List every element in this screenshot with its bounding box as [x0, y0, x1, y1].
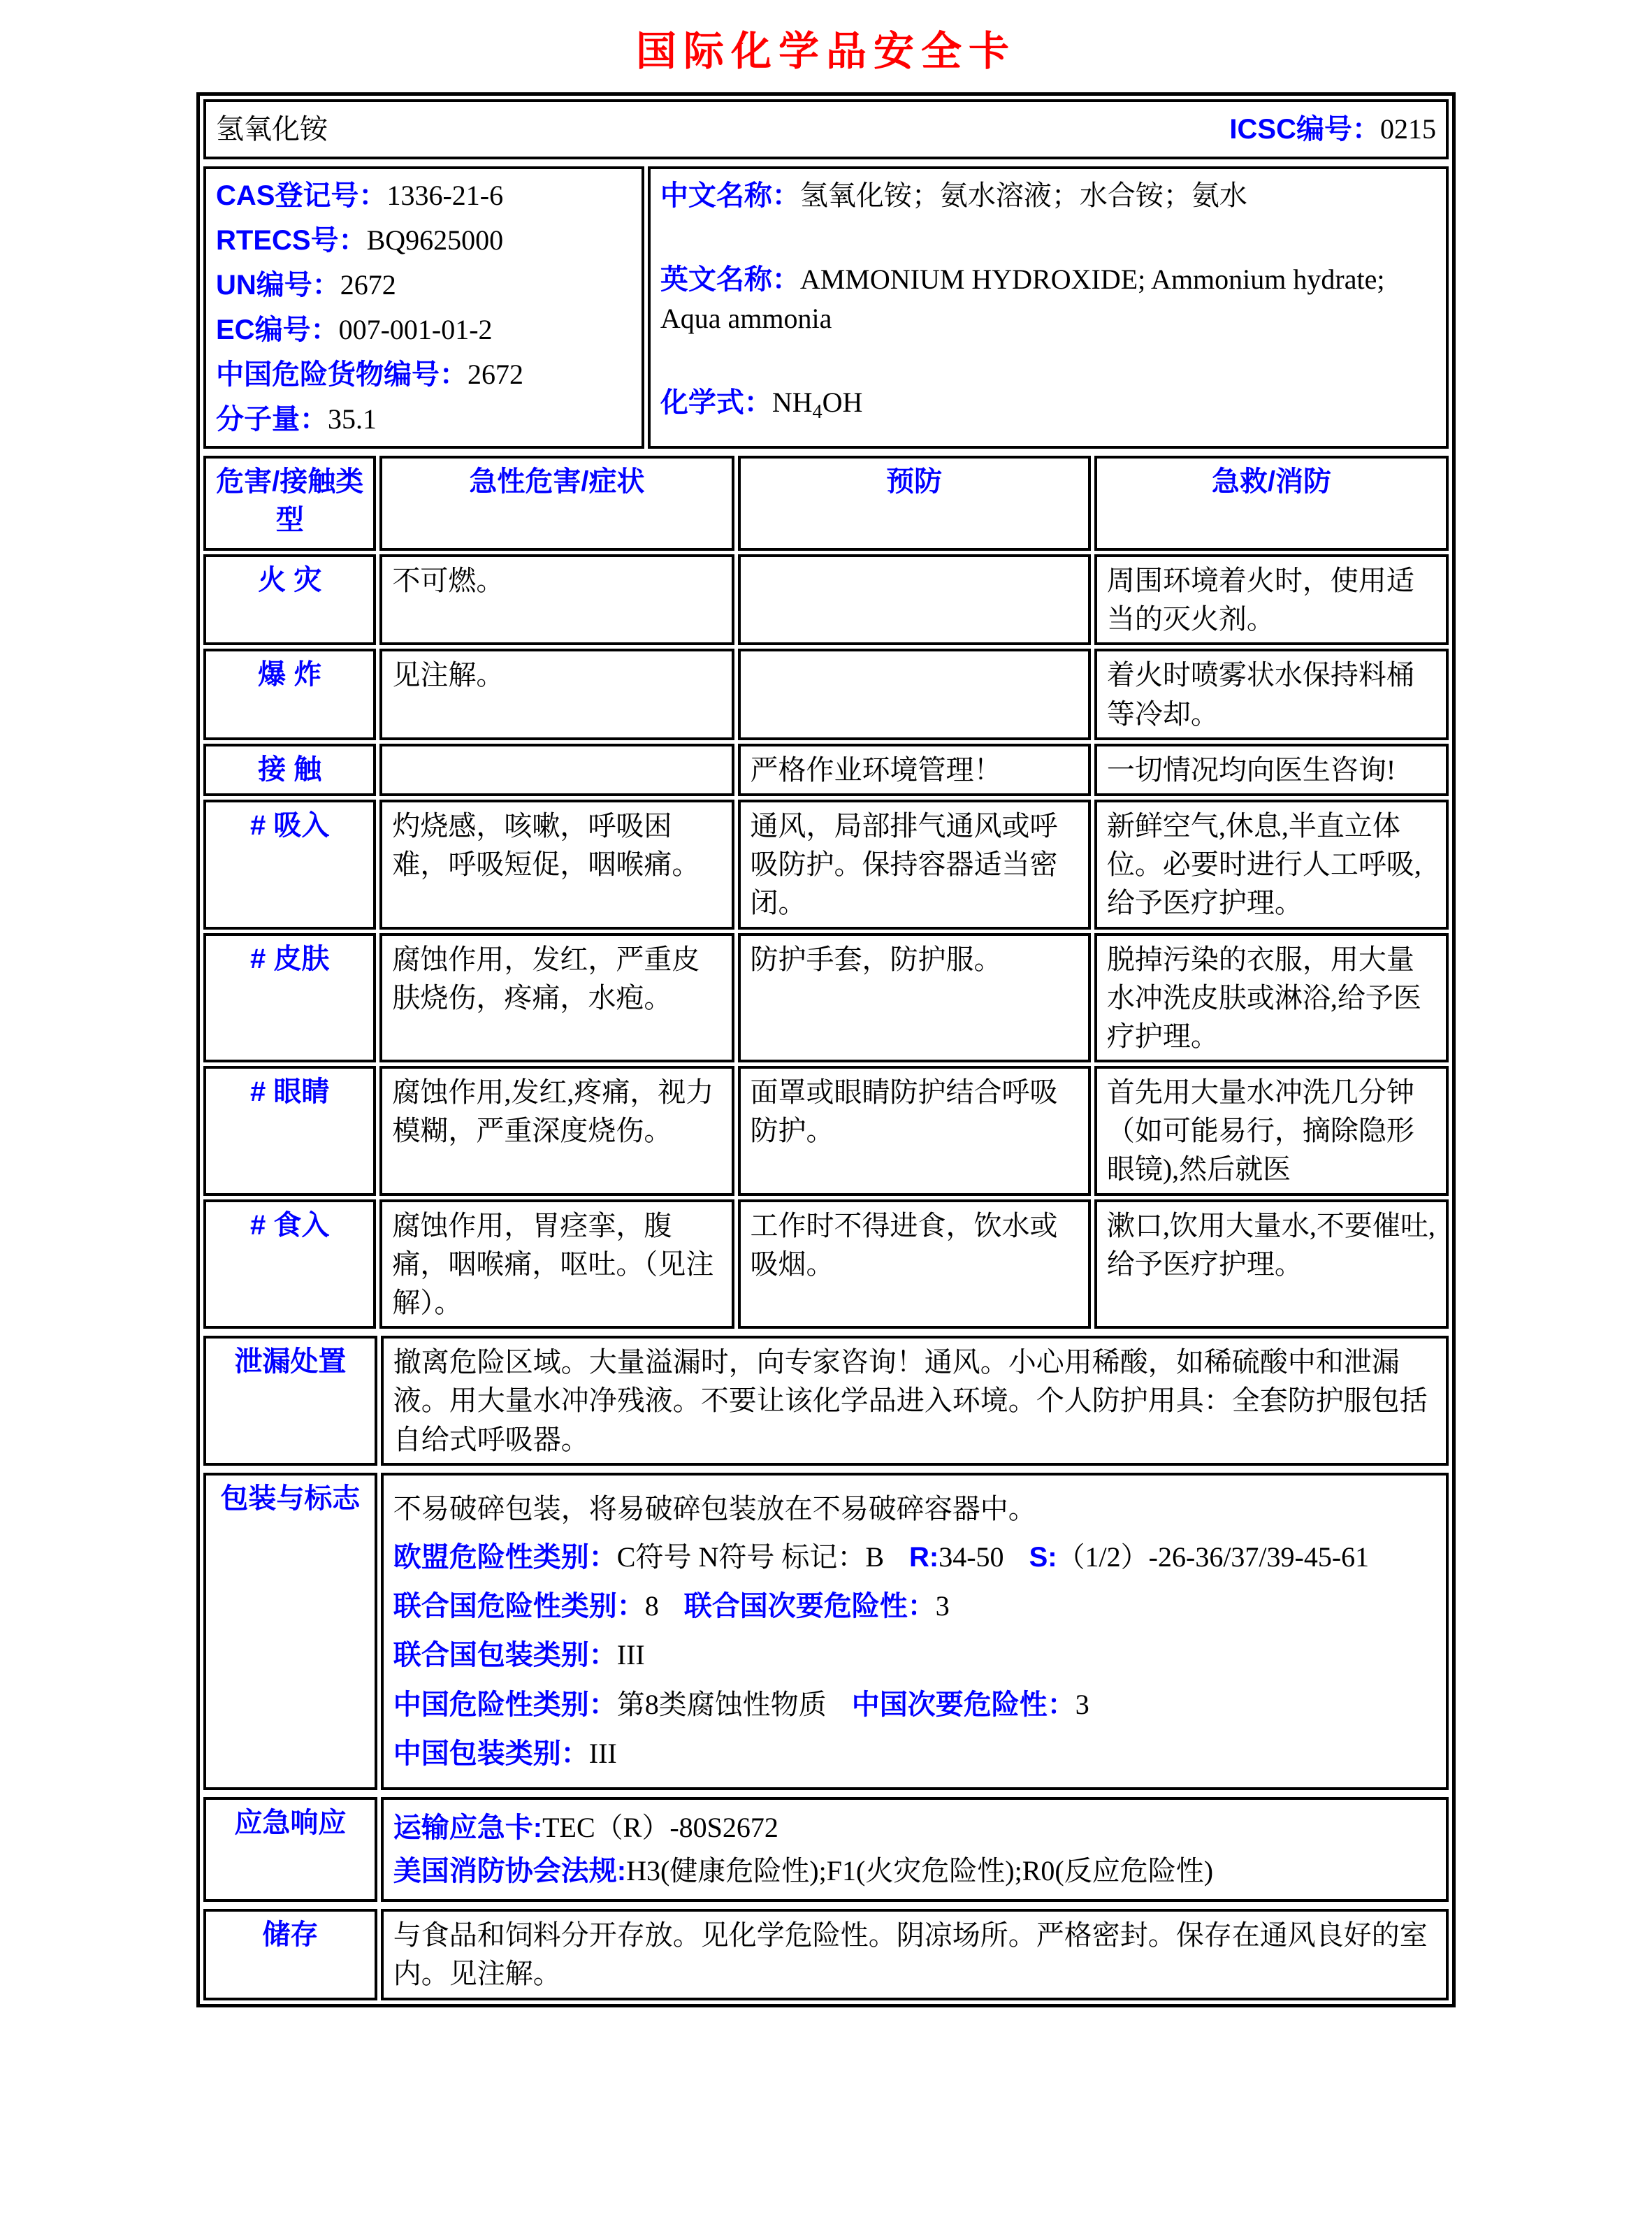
hazard-row-explosion — [203, 649, 1449, 740]
eu-hazard-text: C符号 N符号 标记：B — [616, 1541, 885, 1573]
cn-pack-line — [393, 1734, 1436, 1773]
row-firstaid: 漱口,饮用大量水,不要催吐,给予医疗护理。 — [1094, 1199, 1449, 1329]
icsc-number-value: 0215 — [1380, 113, 1436, 145]
mw-label: 分子量： — [216, 404, 328, 435]
row-label: 接 触 — [203, 744, 376, 796]
row-prevention: 面罩或眼睛防护结合呼吸防护。 — [738, 1066, 1091, 1196]
rtecs-label: RTECS号： — [216, 225, 367, 256]
row-symptoms: 腐蚀作用，发红，严重皮肤烧伤，疼痛，水疱。 — [379, 933, 734, 1063]
un-sub-value: 3 — [935, 1590, 950, 1622]
chinese-name-line — [660, 176, 1436, 215]
english-name-label: 英文名称： — [660, 264, 800, 296]
hazard-row-skin — [203, 933, 1449, 1063]
r-phrase-label: R: — [909, 1541, 939, 1573]
cn-dg-line — [216, 352, 632, 397]
un-line — [216, 263, 632, 308]
tec-label: 运输应急卡: — [393, 1812, 543, 1843]
row-label: 爆 炸 — [203, 649, 376, 740]
row-prevention — [738, 649, 1091, 740]
r-phrase-value: 34-50 — [939, 1541, 1004, 1573]
name-section — [200, 96, 1452, 163]
un-value: 2672 — [340, 269, 396, 301]
hazard-row-eyes — [203, 1066, 1449, 1196]
tec-value: TEC（R）-80S2672 — [542, 1811, 778, 1843]
mw-value: 35.1 — [328, 403, 377, 435]
row-symptoms — [379, 744, 734, 796]
header-firstaid: 急救/消防 — [1094, 456, 1449, 551]
formula-label: 化学式： — [660, 387, 772, 418]
header-prevention: 预防 — [738, 456, 1091, 551]
identification-right — [648, 166, 1449, 449]
un-label: UN编号： — [216, 270, 340, 301]
eu-hazard-label: 欧盟危险性类别： — [393, 1541, 617, 1573]
tec-line — [393, 1808, 1436, 1847]
storage-section — [200, 1905, 1452, 2003]
english-name-line — [660, 260, 1436, 338]
mw-line — [216, 397, 632, 442]
row-symptoms: 不可燃。 — [379, 554, 734, 645]
row-label: # 眼睛 — [203, 1066, 376, 1196]
storage-text: 与食品和饲料分开存放。见化学危险性。阴凉场所。严格密封。保存在通风良好的室内。见注解。 — [381, 1909, 1449, 2000]
header-symptoms: 急性危害/症状 — [379, 456, 734, 551]
english-name-value: AMMONIUM HYDROXIDE; Ammonium hydrate; Aqua ammonia — [660, 264, 1385, 335]
row-firstaid: 首先用大量水冲洗几分钟（如可能易行，摘除隐形眼镜),然后就医 — [1094, 1066, 1449, 1196]
spill-text: 撤离危险区域。大量溢漏时，向专家咨询！通风。小心用稀酸，如稀硫酸中和泄漏液。用大量水冲净残液。不要让该化学品进入环境。个人防护用具：全套防护服包括自给式呼吸器。 — [381, 1336, 1449, 1466]
rtecs-value: BQ9625000 — [366, 224, 504, 256]
formula-value: $NH_4OH$ — [771, 386, 863, 423]
cn-sub-label: 中国次要危险性： — [851, 1689, 1075, 1720]
row-firstaid: 着火时喷雾状水保持料桶等冷却。 — [1094, 649, 1449, 740]
un-pack-line — [393, 1636, 1436, 1675]
hazard-row-exposure — [203, 744, 1449, 796]
un-pack-label: 联合国包装类别： — [393, 1640, 617, 1671]
hazard-row-fire — [203, 554, 1449, 645]
row-firstaid: 新鲜空气,休息,半直立体位。必要时进行人工呼吸,给予医疗护理。 — [1094, 800, 1449, 930]
emergency-section — [200, 1794, 1452, 1905]
chinese-name-value: 氢氧化铵；氨水溶液；水合铵；氨水 — [799, 180, 1247, 211]
ec-label: EC编号： — [216, 315, 339, 345]
cn-dg-value: 2672 — [468, 359, 523, 390]
emergency-content — [381, 1797, 1449, 1902]
s-phrase-label: S: — [1029, 1541, 1057, 1573]
row-label: 火 灾 — [203, 554, 376, 645]
row-firstaid: 周围环境着火时，使用适当的灭火剂。 — [1094, 554, 1449, 645]
name-cell — [203, 99, 1449, 159]
spill-label: 泄漏处置 — [203, 1336, 377, 1466]
hazard-header-row — [203, 456, 1449, 551]
cn-pack-value: III — [588, 1737, 617, 1769]
row-symptoms: 腐蚀作用,发红,疼痛，视力模糊，严重深度烧伤。 — [379, 1066, 734, 1196]
spill-section — [200, 1332, 1452, 1469]
hazard-table — [200, 452, 1452, 1332]
cn-class-label: 中国危险性类别： — [393, 1689, 617, 1720]
row-prevention: 严格作业环境管理！ — [738, 744, 1091, 796]
row-firstaid: 一切情况均向医生咨询! — [1094, 744, 1449, 796]
row-prevention — [738, 554, 1091, 645]
row-label: # 皮肤 — [203, 933, 376, 1063]
ec-value: 007-001-01-2 — [338, 314, 493, 345]
row-prevention: 通风，局部排气通风或呼吸防护。保持容器适当密闭。 — [738, 800, 1091, 930]
cn-pack-label: 中国包装类别： — [393, 1738, 589, 1769]
row-prevention: 防护手套，防护服。 — [738, 933, 1091, 1063]
icsc-number-label: ICSC编号： — [1229, 113, 1380, 145]
nfpa-line — [393, 1852, 1436, 1891]
icsc-number — [1229, 110, 1436, 149]
row-symptoms: 见注解。 — [379, 649, 734, 740]
formula-line — [660, 383, 1436, 426]
row-label: # 吸入 — [203, 800, 376, 930]
un-class-label: 联合国危险性类别： — [393, 1591, 645, 1622]
packaging-label: 包装与标志 — [203, 1473, 377, 1790]
page-title: 国际化学品安全卡 — [635, 29, 1016, 74]
cas-label: CAS登记号： — [216, 180, 387, 211]
cn-dg-label: 中国危险货物编号： — [216, 359, 468, 390]
packaging-section — [200, 1469, 1452, 1794]
row-prevention: 工作时不得进食，饮水或吸烟。 — [738, 1199, 1091, 1329]
cas-line — [216, 173, 632, 218]
packaging-line1: 不易破碎包装，将易破碎包装放在不易破碎容器中。 — [393, 1492, 1036, 1524]
nfpa-label: 美国消防协会法规: — [393, 1856, 627, 1887]
un-class-line — [393, 1587, 1436, 1626]
hazard-row-inhalation — [203, 800, 1449, 930]
identification-section — [200, 163, 1452, 452]
un-pack-value: III — [616, 1639, 645, 1671]
nfpa-value: H3(健康危险性);F1(火灾危险性);R0(反应危险性) — [626, 1855, 1214, 1887]
rtecs-line — [216, 218, 632, 263]
un-sub-label: 联合国次要危险性： — [683, 1591, 936, 1622]
packaging-content — [381, 1473, 1449, 1790]
row-symptoms: 灼烧感，咳嗽，呼吸困难，呼吸短促，咽喉痛。 — [379, 800, 734, 930]
cn-sub-value: 3 — [1075, 1688, 1089, 1720]
row-firstaid: 脱掉污染的衣服，用大量水冲洗皮肤或淋浴,给予医疗护理。 — [1094, 933, 1449, 1063]
row-symptoms: 腐蚀作用，胃痉挛，腹痛，咽喉痛，呕吐。（见注解）。 — [379, 1199, 734, 1329]
cas-value: 1336-21-6 — [386, 180, 504, 211]
emergency-label: 应急响应 — [203, 1797, 377, 1902]
substance-name: 氢氧化铵 — [216, 113, 328, 145]
cn-class-line — [393, 1685, 1436, 1724]
ec-line — [216, 308, 632, 352]
cn-class-value: 第8类腐蚀性物质 — [616, 1688, 827, 1720]
eu-hazard-line — [393, 1538, 1436, 1577]
un-class-value: 8 — [644, 1590, 659, 1622]
icsc-card — [196, 92, 1456, 2007]
storage-label: 储存 — [203, 1909, 377, 2000]
chinese-name-label: 中文名称： — [660, 180, 800, 211]
header-hazard-type: 危害/接触类型 — [203, 456, 376, 551]
row-label: # 食入 — [203, 1199, 376, 1329]
identification-left — [203, 166, 644, 449]
hazard-row-ingestion — [203, 1199, 1449, 1329]
s-phrase-value: （1/2）-26-36/37/39-45-61 — [1057, 1541, 1370, 1573]
